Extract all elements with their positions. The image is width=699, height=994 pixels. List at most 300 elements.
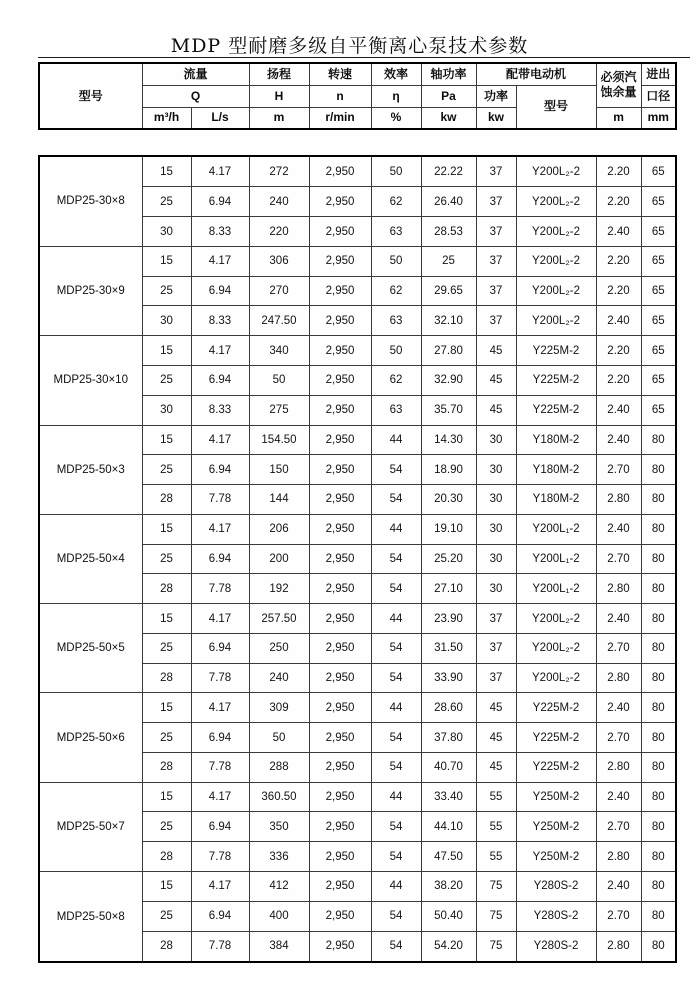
col-header-port-line1: 进出 <box>641 63 676 85</box>
table-cell: Y200L₂-2 <box>516 217 596 247</box>
table-cell: 80 <box>641 723 676 753</box>
head-symbol: H <box>249 85 309 107</box>
table-cell: 15 <box>142 514 191 544</box>
table-cell: 2.40 <box>596 604 641 634</box>
table-cell: 65 <box>641 156 676 187</box>
table-cell: 20.30 <box>421 485 476 515</box>
table-cell: 2,950 <box>309 842 371 872</box>
table-cell: Y225M-2 <box>516 723 596 753</box>
table-cell: 27.80 <box>421 336 476 366</box>
spec-table <box>38 155 677 963</box>
table-cell: 80 <box>641 812 676 842</box>
table-cell: 54 <box>371 812 421 842</box>
table-cell: 2.80 <box>596 485 641 515</box>
table-cell: 37 <box>476 306 516 336</box>
table-cell: 30 <box>476 514 516 544</box>
table-cell: 250 <box>249 633 309 663</box>
shaft-power-unit: kw <box>421 107 476 129</box>
table-cell: 15 <box>142 872 191 902</box>
table-cell: 50 <box>249 723 309 753</box>
table-cell: 2,950 <box>309 425 371 455</box>
table-cell: 144 <box>249 485 309 515</box>
table-cell: 2.70 <box>596 812 641 842</box>
table-cell: 2,950 <box>309 574 371 604</box>
table-cell: 55 <box>476 782 516 812</box>
table-cell: 2,950 <box>309 156 371 187</box>
table-cell: Y225M-2 <box>516 395 596 425</box>
col-header-shaft-power: 轴功率 <box>421 63 476 85</box>
header-table <box>38 62 677 130</box>
table-cell: Y180M-2 <box>516 485 596 515</box>
motor-model-label: 型号 <box>516 85 596 129</box>
table-cell: 247.50 <box>249 306 309 336</box>
table-cell: 2.40 <box>596 395 641 425</box>
table-cell: 45 <box>476 693 516 723</box>
table-cell: 54 <box>371 663 421 693</box>
table-cell: 4.17 <box>191 336 249 366</box>
table-cell: 2.80 <box>596 663 641 693</box>
table-cell: 18.90 <box>421 455 476 485</box>
table-cell: Y200L₂-2 <box>516 187 596 217</box>
shaft-power-symbol: Pa <box>421 85 476 107</box>
table-cell: 80 <box>641 693 676 723</box>
table-cell: 2,950 <box>309 246 371 276</box>
table-cell: 25 <box>142 187 191 217</box>
table-cell: 192 <box>249 574 309 604</box>
table-cell: 33.90 <box>421 663 476 693</box>
table-cell: 63 <box>371 395 421 425</box>
table-cell: 2.40 <box>596 782 641 812</box>
table-cell: 33.40 <box>421 782 476 812</box>
table-cell: 272 <box>249 156 309 187</box>
table-row <box>39 514 676 544</box>
table-cell: 54.20 <box>421 931 476 962</box>
table-cell: 37 <box>476 156 516 187</box>
table-cell: 35.70 <box>421 395 476 425</box>
table-cell: 15 <box>142 156 191 187</box>
table-cell: 15 <box>142 782 191 812</box>
table-cell: 2,950 <box>309 872 371 902</box>
table-cell: 2.80 <box>596 574 641 604</box>
table-cell: 2,950 <box>309 752 371 782</box>
table-cell: 37 <box>476 187 516 217</box>
table-cell: 2,950 <box>309 217 371 247</box>
flow-unit-m3h: m³/h <box>142 107 191 129</box>
table-cell: 2,950 <box>309 514 371 544</box>
table-cell: 206 <box>249 514 309 544</box>
table-cell: 8.33 <box>191 395 249 425</box>
header-row-labels <box>39 63 676 85</box>
table-row <box>39 156 676 187</box>
table-cell: 15 <box>142 246 191 276</box>
table-cell: 80 <box>641 604 676 634</box>
efficiency-symbol: η <box>371 85 421 107</box>
table-cell: 6.94 <box>191 633 249 663</box>
table-cell: 37 <box>476 276 516 306</box>
table-cell: 6.94 <box>191 455 249 485</box>
table-cell: 54 <box>371 842 421 872</box>
table-cell: 44 <box>371 514 421 544</box>
table-cell: Y200L₂-2 <box>516 156 596 187</box>
table-cell: 80 <box>641 514 676 544</box>
table-cell: 2,950 <box>309 693 371 723</box>
table-cell: 6.94 <box>191 187 249 217</box>
table-cell: 360.50 <box>249 782 309 812</box>
efficiency-unit: % <box>371 107 421 129</box>
pump-model-cell: MDP25-50×6 <box>39 693 142 782</box>
table-cell: 62 <box>371 366 421 396</box>
page-title: MDP 型耐磨多级自平衡离心泵技术参数 <box>170 35 529 57</box>
table-cell: 240 <box>249 187 309 217</box>
table-cell: 2,950 <box>309 901 371 931</box>
table-cell: 28 <box>142 931 191 962</box>
table-cell: 38.20 <box>421 872 476 902</box>
table-cell: 54 <box>371 633 421 663</box>
table-cell: 309 <box>249 693 309 723</box>
table-cell: 4.17 <box>191 514 249 544</box>
table-cell: 2.40 <box>596 217 641 247</box>
table-cell: 54 <box>371 901 421 931</box>
table-cell: Y280S-2 <box>516 872 596 902</box>
flow-symbol: Q <box>142 85 249 107</box>
pump-model-cell: MDP25-50×7 <box>39 782 142 871</box>
table-cell: 80 <box>641 872 676 902</box>
table-cell: 50 <box>371 156 421 187</box>
table-cell: 50 <box>371 246 421 276</box>
table-cell: 2,950 <box>309 336 371 366</box>
table-cell: 80 <box>641 782 676 812</box>
table-cell: 80 <box>641 633 676 663</box>
table-cell: Y200L₂-2 <box>516 633 596 663</box>
table-cell: 2,950 <box>309 366 371 396</box>
table-cell: 2,950 <box>309 485 371 515</box>
table-cell: 44 <box>371 782 421 812</box>
table-cell: 28 <box>142 485 191 515</box>
port-unit: mm <box>641 107 676 129</box>
table-cell: 2.40 <box>596 514 641 544</box>
table-cell: 25 <box>142 633 191 663</box>
table-cell: 44 <box>371 425 421 455</box>
table-cell: 240 <box>249 663 309 693</box>
table-cell: 2.40 <box>596 425 641 455</box>
col-header-motor: 配带电动机 <box>476 63 596 85</box>
table-cell: 80 <box>641 574 676 604</box>
col-header-pump-model: 型号 <box>39 63 142 129</box>
table-cell: 65 <box>641 366 676 396</box>
table-cell: 25 <box>142 812 191 842</box>
table-cell: 31.50 <box>421 633 476 663</box>
motor-power-label: 功率 <box>476 85 516 107</box>
table-cell: 15 <box>142 425 191 455</box>
table-cell: 2.40 <box>596 872 641 902</box>
pump-model-cell: MDP25-50×3 <box>39 425 142 514</box>
table-cell: Y250M-2 <box>516 782 596 812</box>
table-cell: 340 <box>249 336 309 366</box>
table-cell: 54 <box>371 931 421 962</box>
table-cell: Y200L₂-2 <box>516 306 596 336</box>
table-cell: 4.17 <box>191 693 249 723</box>
table-cell: 4.17 <box>191 156 249 187</box>
table-cell: Y200L₂-2 <box>516 276 596 306</box>
table-cell: 65 <box>641 306 676 336</box>
table-cell: Y200L₁-2 <box>516 574 596 604</box>
table-row <box>39 604 676 634</box>
table-cell: 8.33 <box>191 306 249 336</box>
table-cell: 2,950 <box>309 812 371 842</box>
table-cell: 400 <box>249 901 309 931</box>
table-cell: 62 <box>371 276 421 306</box>
table-cell: Y225M-2 <box>516 693 596 723</box>
pump-model-cell: MDP25-30×9 <box>39 246 142 335</box>
table-cell: 2,950 <box>309 663 371 693</box>
table-cell: 7.78 <box>191 574 249 604</box>
table-cell: 384 <box>249 931 309 962</box>
flow-unit-ls: L/s <box>191 107 249 129</box>
table-cell: 2.70 <box>596 455 641 485</box>
table-cell: 28 <box>142 842 191 872</box>
table-cell: 80 <box>641 663 676 693</box>
table-cell: 44.10 <box>421 812 476 842</box>
table-cell: 28 <box>142 574 191 604</box>
table-cell: 65 <box>641 217 676 247</box>
table-cell: 257.50 <box>249 604 309 634</box>
table-cell: 2,950 <box>309 782 371 812</box>
table-cell: 6.94 <box>191 544 249 574</box>
table-cell: 54 <box>371 574 421 604</box>
table-cell: 54 <box>371 544 421 574</box>
table-cell: 275 <box>249 395 309 425</box>
table-cell: 7.78 <box>191 663 249 693</box>
table-cell: 28 <box>142 752 191 782</box>
table-cell: Y280S-2 <box>516 901 596 931</box>
table-row <box>39 693 676 723</box>
table-cell: 412 <box>249 872 309 902</box>
table-cell: 25 <box>142 723 191 753</box>
table-cell: 6.94 <box>191 723 249 753</box>
table-cell: 15 <box>142 336 191 366</box>
table-cell: 2.70 <box>596 901 641 931</box>
table-cell: 2,950 <box>309 931 371 962</box>
table-cell: 2.20 <box>596 246 641 276</box>
table-cell: 2.80 <box>596 752 641 782</box>
table-cell: 2.40 <box>596 306 641 336</box>
table-cell: Y200L₂-2 <box>516 604 596 634</box>
table-cell: 154.50 <box>249 425 309 455</box>
table-cell: 30 <box>476 455 516 485</box>
table-cell: 37.80 <box>421 723 476 753</box>
table-cell: 32.90 <box>421 366 476 396</box>
table-cell: 19.10 <box>421 514 476 544</box>
table-cell: 54 <box>371 752 421 782</box>
table-cell: 28.53 <box>421 217 476 247</box>
table-row <box>39 872 676 902</box>
table-cell: 29.65 <box>421 276 476 306</box>
table-cell: 2,950 <box>309 544 371 574</box>
table-cell: 80 <box>641 425 676 455</box>
table-cell: Y200L₁-2 <box>516 514 596 544</box>
table-cell: 44 <box>371 693 421 723</box>
table-cell: 75 <box>476 901 516 931</box>
table-cell: 75 <box>476 931 516 962</box>
table-cell: 2,950 <box>309 306 371 336</box>
table-cell: 50 <box>249 366 309 396</box>
table-cell: 44 <box>371 872 421 902</box>
table-cell: 150 <box>249 455 309 485</box>
table-cell: 44 <box>371 604 421 634</box>
table-cell: 30 <box>142 217 191 247</box>
table-cell: 2,950 <box>309 604 371 634</box>
table-cell: 7.78 <box>191 931 249 962</box>
table-cell: 30 <box>476 425 516 455</box>
table-cell: Y225M-2 <box>516 366 596 396</box>
table-cell: 80 <box>641 485 676 515</box>
table-cell: 25 <box>142 901 191 931</box>
table-cell: Y200L₂-2 <box>516 246 596 276</box>
table-cell: 47.50 <box>421 842 476 872</box>
table-cell: Y250M-2 <box>516 812 596 842</box>
table-cell: 2,950 <box>309 276 371 306</box>
table-cell: Y200L₁-2 <box>516 544 596 574</box>
table-cell: 55 <box>476 812 516 842</box>
table-cell: 80 <box>641 901 676 931</box>
table-row <box>39 782 676 812</box>
table-cell: 2.70 <box>596 723 641 753</box>
table-cell: 7.78 <box>191 842 249 872</box>
table-cell: 63 <box>371 306 421 336</box>
table-cell: 6.94 <box>191 366 249 396</box>
table-cell: 28.60 <box>421 693 476 723</box>
table-cell: 30 <box>142 306 191 336</box>
spec-table-body <box>39 156 676 962</box>
table-cell: 2.80 <box>596 842 641 872</box>
table-cell: 306 <box>249 246 309 276</box>
table-cell: 65 <box>641 276 676 306</box>
table-row <box>39 336 676 366</box>
speed-unit: r/min <box>309 107 371 129</box>
table-cell: Y180M-2 <box>516 455 596 485</box>
table-cell: 45 <box>476 336 516 366</box>
table-cell: 65 <box>641 395 676 425</box>
table-cell: 55 <box>476 842 516 872</box>
table-cell: 270 <box>249 276 309 306</box>
head-unit: m <box>249 107 309 129</box>
table-row <box>39 246 676 276</box>
table-cell: 25 <box>421 246 476 276</box>
table-cell: 7.78 <box>191 752 249 782</box>
table-cell: 2.20 <box>596 366 641 396</box>
pump-model-cell: MDP25-50×4 <box>39 514 142 603</box>
table-cell: 288 <box>249 752 309 782</box>
table-cell: 4.17 <box>191 872 249 902</box>
table-row <box>39 425 676 455</box>
table-cell: 54 <box>371 723 421 753</box>
table-cell: 4.17 <box>191 425 249 455</box>
pump-model-cell: MDP25-50×5 <box>39 604 142 693</box>
table-cell: 80 <box>641 544 676 574</box>
table-cell: 54 <box>371 455 421 485</box>
pump-model-cell: MDP25-50×8 <box>39 872 142 962</box>
table-cell: 2.70 <box>596 633 641 663</box>
table-cell: 14.30 <box>421 425 476 455</box>
table-cell: 30 <box>476 485 516 515</box>
table-cell: 65 <box>641 187 676 217</box>
table-cell: 25 <box>142 544 191 574</box>
col-header-npsh: 必须汽蚀余量 <box>596 63 641 107</box>
table-cell: 63 <box>371 217 421 247</box>
col-header-port-line2: 口径 <box>641 85 676 107</box>
table-cell: 45 <box>476 395 516 425</box>
table-cell: 2.40 <box>596 693 641 723</box>
table-cell: 75 <box>476 872 516 902</box>
table-cell: 2.70 <box>596 544 641 574</box>
table-cell: 30 <box>142 395 191 425</box>
table-cell: 80 <box>641 931 676 962</box>
table-cell: 2,950 <box>309 633 371 663</box>
table-cell: 8.33 <box>191 217 249 247</box>
table-cell: 2.20 <box>596 276 641 306</box>
pump-model-cell: MDP25-30×10 <box>39 336 142 425</box>
table-cell: 7.78 <box>191 485 249 515</box>
table-cell: 65 <box>641 246 676 276</box>
table-cell: 25 <box>142 366 191 396</box>
table-cell: 80 <box>641 842 676 872</box>
table-cell: 22.22 <box>421 156 476 187</box>
table-cell: 37 <box>476 633 516 663</box>
table-cell: 4.17 <box>191 604 249 634</box>
table-cell: 40.70 <box>421 752 476 782</box>
table-cell: 2.20 <box>596 156 641 187</box>
table-cell: 2.80 <box>596 931 641 962</box>
table-cell: Y180M-2 <box>516 425 596 455</box>
table-cell: 28 <box>142 663 191 693</box>
table-cell: 45 <box>476 366 516 396</box>
table-cell: 6.94 <box>191 901 249 931</box>
table-cell: 2,950 <box>309 723 371 753</box>
table-cell: Y225M-2 <box>516 752 596 782</box>
table-cell: 37 <box>476 663 516 693</box>
table-cell: Y280S-2 <box>516 931 596 962</box>
motor-power-unit: kw <box>476 107 516 129</box>
col-header-efficiency: 效率 <box>371 63 421 85</box>
table-cell: 6.94 <box>191 276 249 306</box>
table-cell: 2,950 <box>309 395 371 425</box>
table-cell: 220 <box>249 217 309 247</box>
table-cell: 30 <box>476 574 516 604</box>
table-cell: 350 <box>249 812 309 842</box>
table-cell: 54 <box>371 485 421 515</box>
table-cell: 32.10 <box>421 306 476 336</box>
table-cell: 200 <box>249 544 309 574</box>
table-cell: 45 <box>476 752 516 782</box>
table-cell: 6.94 <box>191 812 249 842</box>
col-header-head: 扬程 <box>249 63 309 85</box>
table-cell: 4.17 <box>191 782 249 812</box>
table-cell: 26.40 <box>421 187 476 217</box>
table-cell: 2.20 <box>596 187 641 217</box>
col-header-speed: 转速 <box>309 63 371 85</box>
table-cell: 25 <box>142 276 191 306</box>
table-cell: 2,950 <box>309 455 371 485</box>
table-cell: Y200L₂-2 <box>516 663 596 693</box>
table-cell: 27.10 <box>421 574 476 604</box>
table-cell: 80 <box>641 455 676 485</box>
table-cell: 37 <box>476 604 516 634</box>
table-cell: 80 <box>641 752 676 782</box>
title-underline <box>38 57 690 58</box>
table-cell: 23.90 <box>421 604 476 634</box>
table-cell: 50.40 <box>421 901 476 931</box>
table-cell: 336 <box>249 842 309 872</box>
